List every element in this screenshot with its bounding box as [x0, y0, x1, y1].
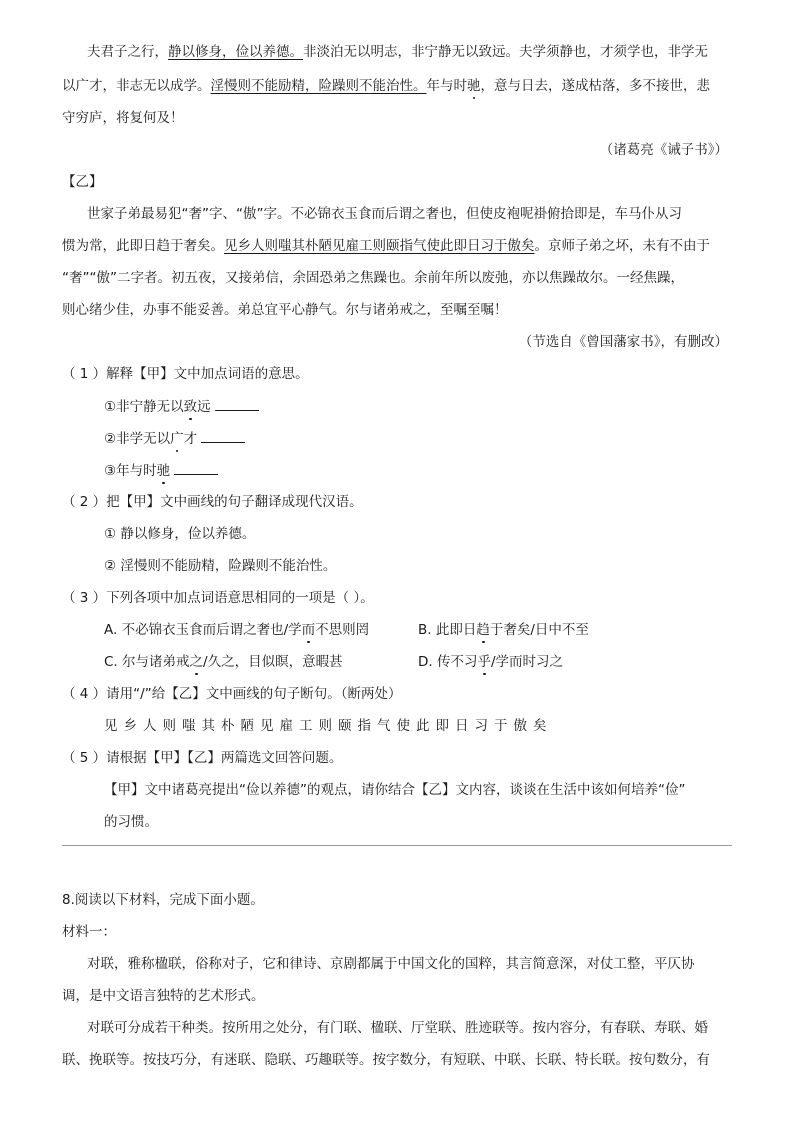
material-1-label: 材料一： [62, 924, 116, 940]
yi-l2-underlined: 见乡人则嗤其朴陋见雇工则颐指气使此即日习于傲矣 [224, 238, 535, 254]
jia-l2-b1: 年与时 [426, 78, 467, 94]
jia-l2-a: 以广才，非志无以成学。 [62, 78, 211, 94]
yi-l2-b: 。京师子弟之坏，未有不由于 [534, 238, 710, 254]
jia-line-1 [87, 42, 708, 62]
q1-i2-b: 才 [183, 431, 198, 447]
q3-stem: （ 3 ）下列各项中加点词语意思相同的一项是（ ）。 [62, 590, 374, 606]
q1-i1-b: 远 [197, 399, 211, 415]
yi-line-1: 世家子弟最易犯“奢”字、“傲”字。不必锦衣玉食而后谓之奢也，但使皮袍呢褂俯拾即是，车马仆从习 [87, 206, 682, 222]
answer-blank-2[interactable] [201, 428, 245, 443]
q1-item-3 [104, 460, 218, 481]
q4-sentence: 见乡人则嗤其朴陋见雇工则颐指气使此即日习于傲矣 [104, 718, 553, 734]
jia-l1-underlined: 静以修身，俭以养德。 [168, 44, 303, 60]
q3-b-rest: 于奢矣/日中不至 [489, 622, 589, 638]
q3-a-text: A. 不必锦衣玉食而后谓之奢也/学 [104, 622, 302, 638]
q3-b-text: B. 此即日 [418, 622, 477, 638]
q3-d-dotted: 乎 [477, 654, 491, 670]
jia-source: （诸葛亮《诫子书》） [599, 142, 728, 158]
yi-line-4: 则心绪少佳，办事不能妥善。弟总宜平心静气。尔与诸弟戒之，至嘱至嘱！ [62, 302, 508, 318]
q2-stem: （ 2 ）把【甲】文中画线的句子翻译成现代汉语。 [62, 494, 363, 510]
q1-i3-a: ③年与时 [104, 463, 157, 479]
material-1-para1-line1: 对联，雅称楹联，俗称对子，它和律诗、京剧都属于中国文化的国粹，其言简意深，对仗工整，平仄协 [87, 956, 695, 972]
yi-l2-a: 惯为常，此即日趋于奢矣。 [62, 238, 224, 254]
jia-line-3: 守穷庐，将复何及！ [62, 110, 184, 126]
q1-i2-dotted: 广 [170, 431, 184, 447]
q1-i3-dotted: 驰 [156, 463, 171, 479]
yi-line-3: “奢”“傲”二字者。初五夜，又接弟信，余固恐弟之焦躁也。余前年所以废弛，亦以焦躁故尔。一经焦躁， [62, 270, 684, 286]
material-1-para2-line1: 对联可分成若干种类。按所用之处分，有门联、楹联、厅堂联、胜迹联等。按内容分，有春联、寿联、婚 [87, 1020, 708, 1036]
q2-sentence-1: ① 静以修身，俭以养德。 [104, 526, 256, 542]
jia-l2-underlined: 淫慢则不能励精，险躁则不能治性。 [210, 78, 427, 94]
material-1-para1-line2: 调，是中文语言独特的艺术形式。 [62, 988, 265, 1004]
q2-sentence-2: ② 淫慢则不能励精，险躁则不能治性。 [104, 558, 337, 574]
yi-source: （节选自《曾国藩家书》，有删改） [518, 334, 728, 350]
q3-a-rest: 不思则罔 [315, 622, 370, 638]
q1-item-1 [104, 396, 259, 417]
q3-c-rest: /久之，目似瞑，意暇甚 [203, 654, 343, 670]
q3-option-a[interactable] [104, 620, 369, 640]
jia-l2-b2: ，意与日去，遂成枯落，多不接世，悲 [480, 78, 710, 94]
section-divider [62, 845, 732, 846]
q3-a-dotted: 而 [301, 622, 316, 638]
q3-option-b[interactable] [418, 620, 589, 640]
answer-blank-1[interactable] [215, 396, 259, 411]
q1-item-2 [104, 428, 245, 449]
q3-d-text: D. 传不习 [418, 654, 478, 670]
jia-line-2 [62, 76, 710, 96]
q1-i1-a: ①非宁静无以 [104, 399, 184, 415]
yi-line-2 [62, 236, 710, 256]
q5-line-1: 【甲】文中诸葛亮提出“俭以养德”的观点，请你结合【乙】文内容，谈谈在生活中该如何培养“俭” [104, 782, 686, 798]
q3-c-text: C. 尔与诸弟戒 [104, 654, 190, 670]
q3-option-c[interactable] [104, 652, 343, 672]
q5-line-2: 的习惯。 [104, 814, 158, 830]
jia-l1-a: 夫君子之行， [87, 44, 168, 60]
yi-label: 【乙】 [62, 174, 103, 190]
q8-title: 8.阅读以下材料，完成下面小题。 [62, 892, 264, 908]
q3-c-dotted: 之 [189, 654, 204, 670]
q1-i2-a: ②非学无以 [104, 431, 171, 447]
answer-blank-3[interactable] [174, 460, 218, 475]
q4-stem: （ 4 ）请用“/”给【乙】文中画线的句子断句。（断两处） [62, 686, 402, 702]
jia-l2-dotted: 驰 [467, 78, 481, 94]
q3-option-d[interactable] [418, 652, 563, 672]
q1-i1-dotted: 致 [183, 399, 198, 415]
q5-stem: （ 5 ）请根据【甲】【乙】两篇选文回答问题。 [62, 750, 343, 766]
q3-d-rest: /学而时习之 [490, 654, 564, 670]
material-1-para2-line2: 联、挽联等。按技巧分，有迷联、隐联、巧趣联等。按字数分，有短联、中联、长联、特长联。按句数分，有 [62, 1052, 710, 1068]
q3-b-dotted: 趋 [476, 622, 490, 638]
jia-l1-b: 非淡泊无以明志，非宁静无以致远。夫学须静也，才须学也，非学无 [303, 44, 708, 60]
q1-stem: （ 1 ）解释【甲】文中加点词语的意思。 [62, 366, 309, 382]
